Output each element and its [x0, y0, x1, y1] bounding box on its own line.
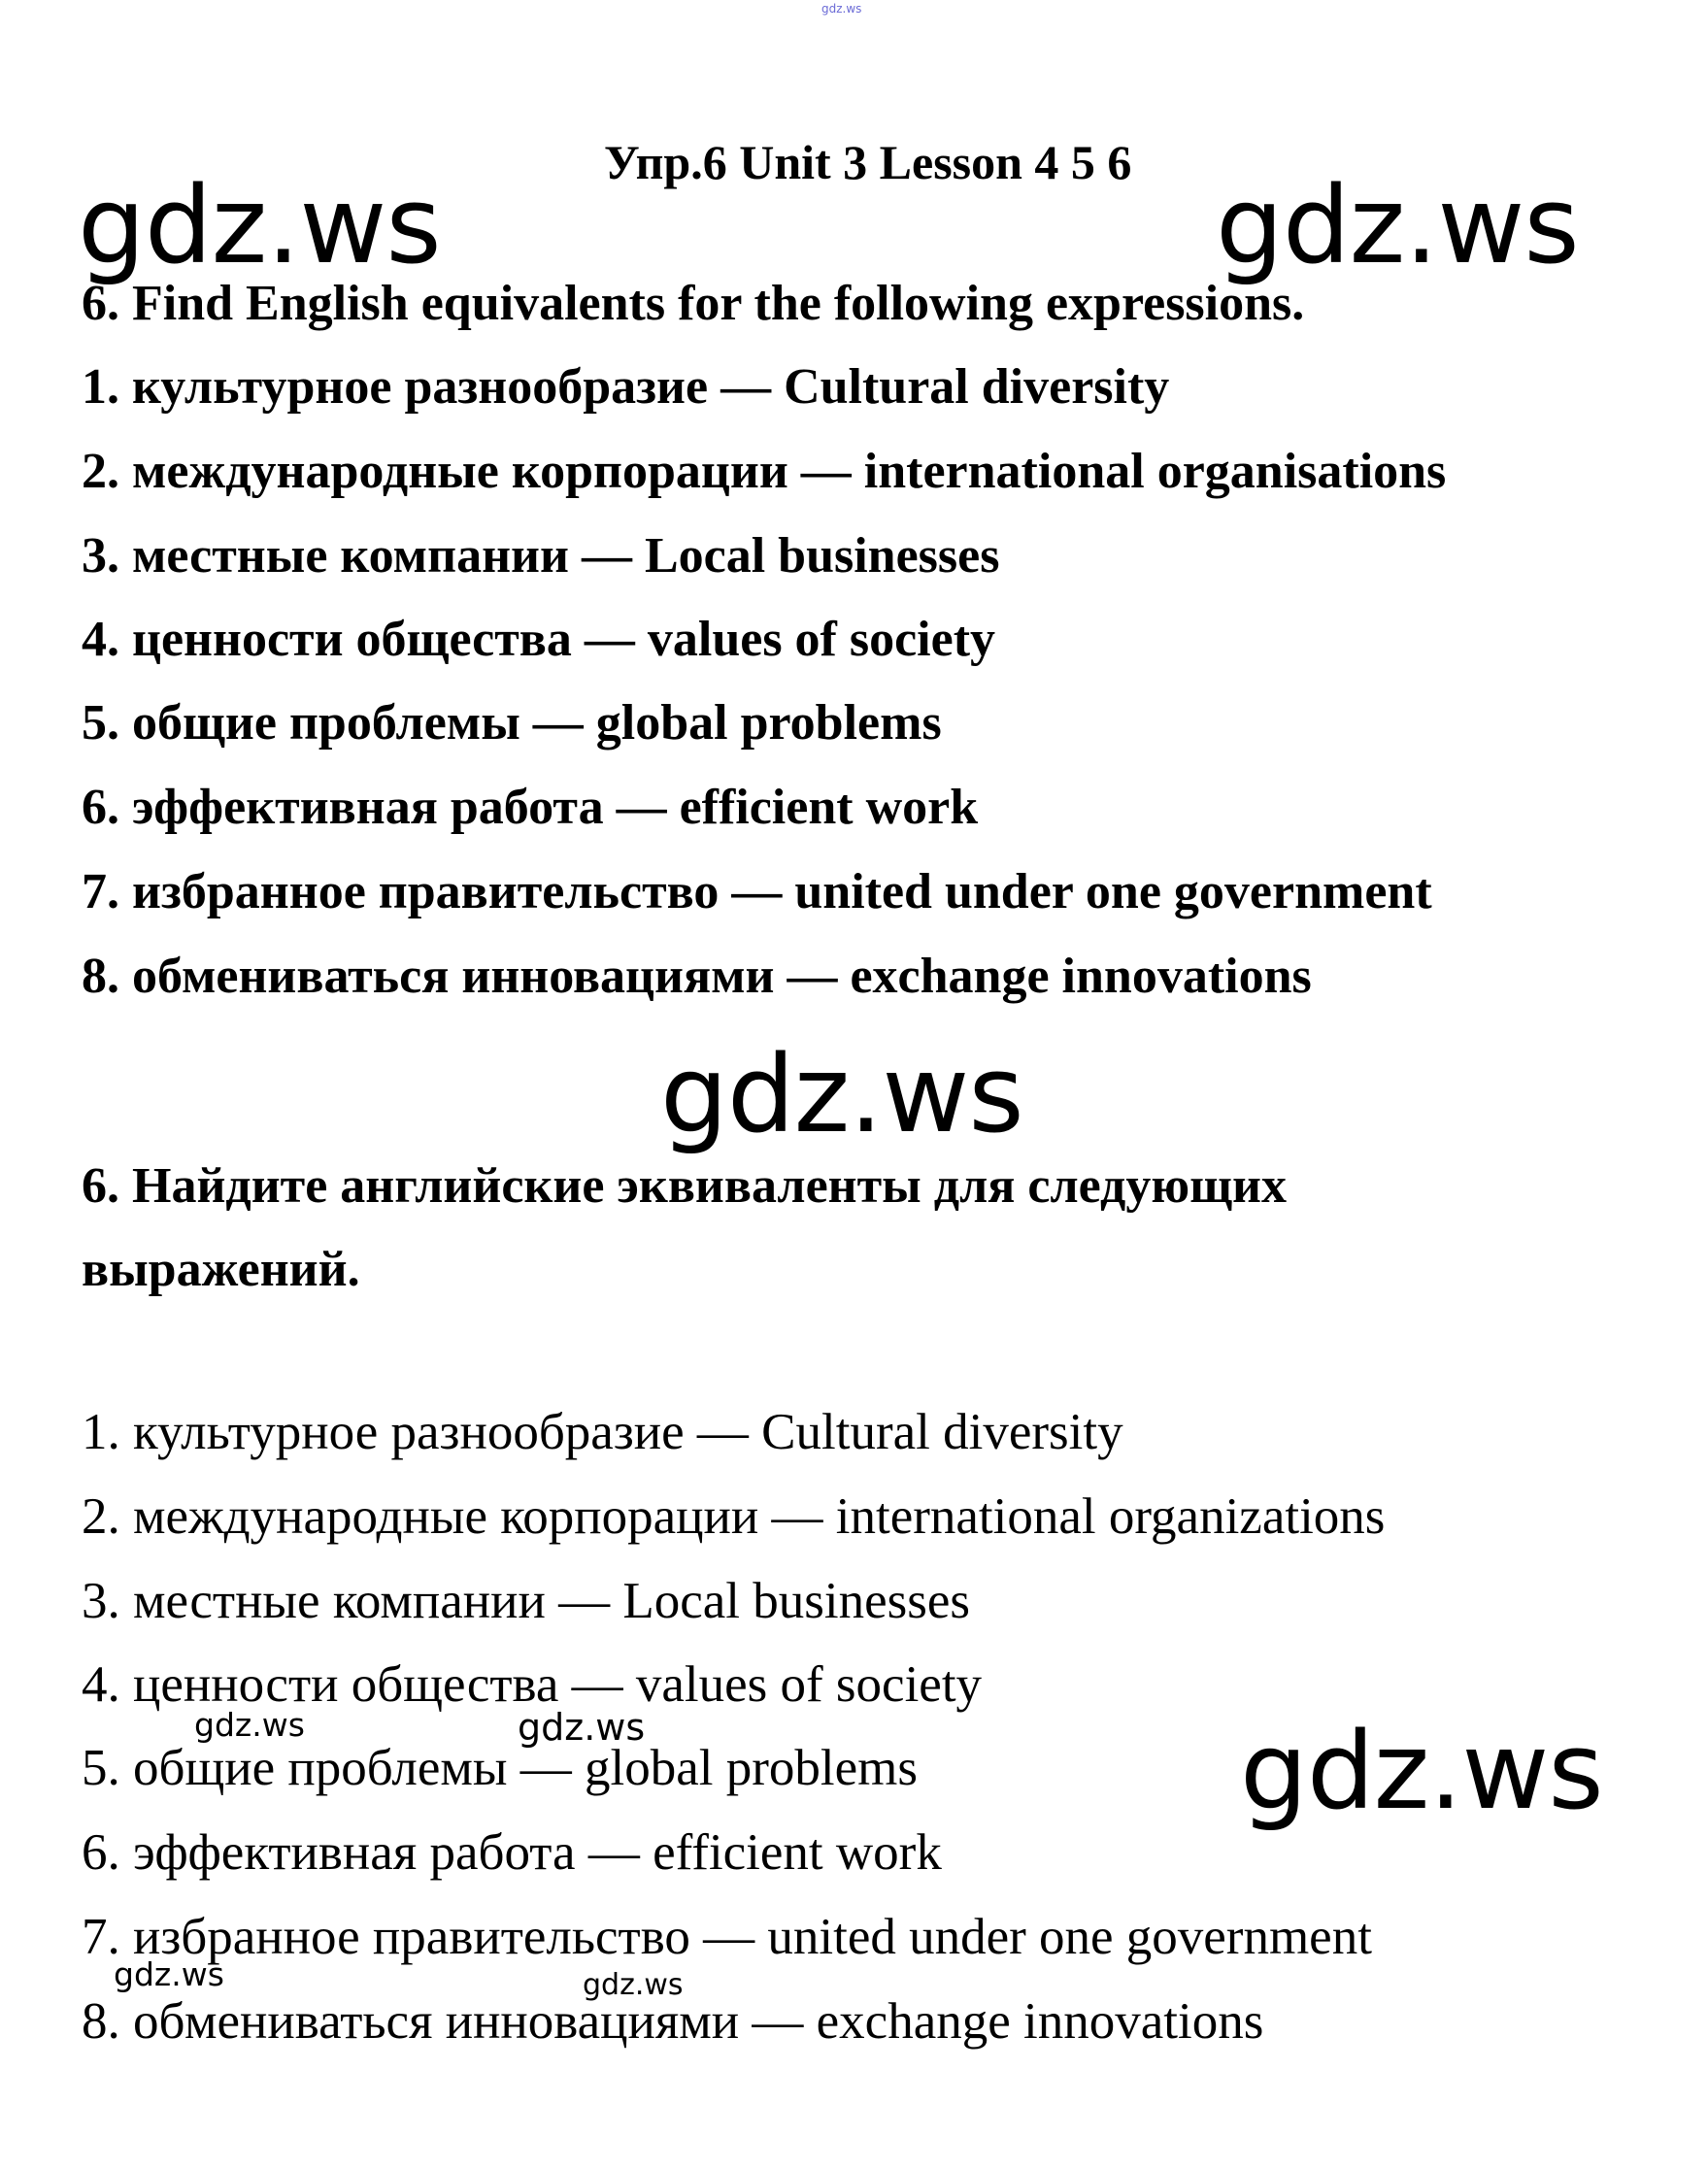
english-item-2: 2. международные корпорации — international organisations: [82, 444, 1447, 499]
english-item-7: 7. избранное правительство — united under one government: [82, 864, 1432, 919]
russian-item-1: 1. культурное разнообразие — Cultural diversity: [82, 1404, 1123, 1460]
page-title: Упр.6 Unit 3 Lesson 4 5 6: [604, 135, 1132, 189]
russian-item-4: 4. ценности общества — values of society: [82, 1656, 983, 1713]
english-heading: 6. Find English equivalents for the following expressions.: [82, 276, 1305, 331]
russian-heading-line1: 6. Найдите английские эквиваленты для следующих: [82, 1158, 1287, 1214]
russian-item-8: 8. обмениваться инновациями — exchange innovations: [82, 1993, 1264, 2050]
russian-heading-line2: выражений.: [82, 1242, 360, 1297]
watermark-top-right: gdz.ws: [1216, 163, 1579, 287]
russian-item-6: 6. эффективная работа — efficient work: [82, 1824, 942, 1881]
russian-item-2: 2. международные корпорации — international organizations: [82, 1488, 1386, 1545]
watermark-top-tiny: gdz.ws: [821, 2, 862, 16]
russian-item-3: 3. местные компании — Local businesses: [82, 1573, 971, 1629]
english-item-6: 6. эффективная работа — efficient work: [82, 780, 979, 835]
watermark-small-1: gdz.ws: [194, 1706, 305, 1744]
watermark-middle: gdz.ws: [660, 1032, 1023, 1156]
watermark-small-2: gdz.ws: [518, 1706, 646, 1749]
english-item-3: 3. местные компании — Local businesses: [82, 528, 1000, 584]
english-item-5: 5. общие проблемы — global problems: [82, 695, 942, 751]
watermark-small-3: gdz.ws: [114, 1955, 224, 1993]
russian-item-7: 7. избранное правительство — united under one government: [82, 1909, 1372, 1965]
english-item-4: 4. ценности общества — values of society: [82, 612, 996, 667]
english-item-1: 1. культурное разнообразие — Cultural diversity: [82, 359, 1170, 415]
watermark-small-4: gdz.ws: [583, 1968, 684, 2002]
english-item-8: 8. обмениваться инновациями — exchange innovations: [82, 949, 1312, 1004]
russian-item-5: 5. общие проблемы — global problems: [82, 1740, 919, 1796]
watermark-top-left: gdz.ws: [78, 163, 441, 287]
watermark-bottom-right: gdz.ws: [1240, 1709, 1603, 1833]
